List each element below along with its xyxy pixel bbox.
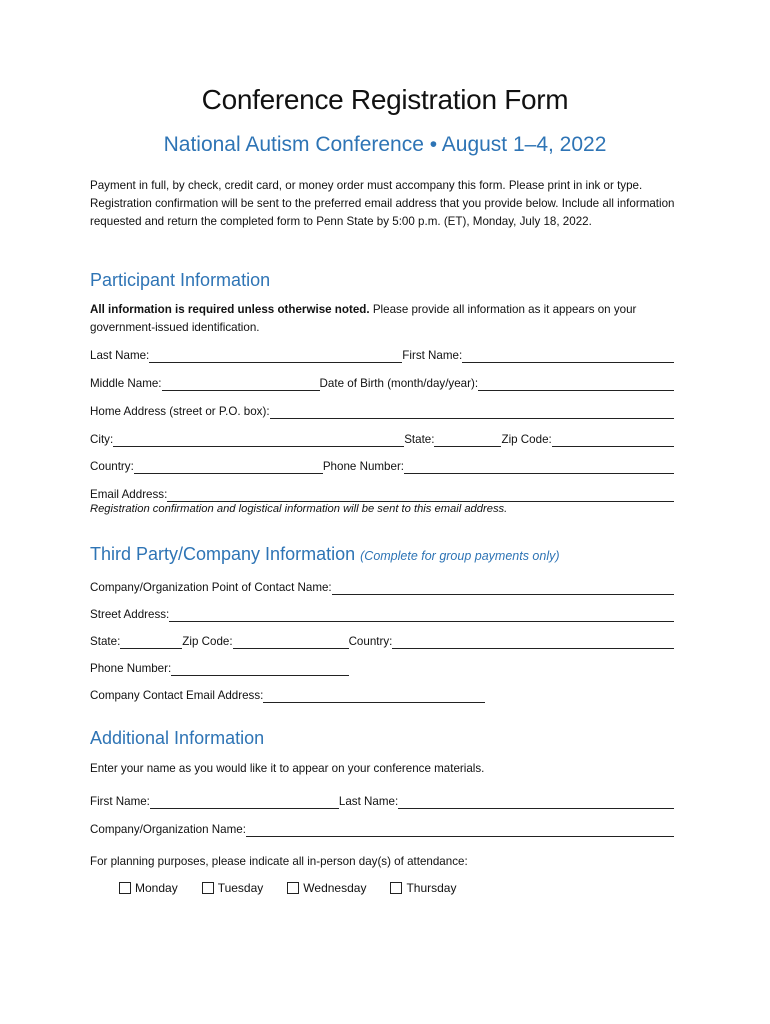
conference-subtitle: National Autism Conference • August 1–4, 2022: [163, 133, 607, 156]
company-country-field[interactable]: [392, 636, 674, 649]
row-middle-dob: [90, 375, 674, 391]
row-email: [90, 486, 674, 502]
row-company-phone: [90, 660, 674, 676]
city-field[interactable]: [113, 434, 404, 447]
participant-required-note: All information is required unless otherwise noted.: [90, 303, 370, 316]
company-email-label: Company Contact Email Address:: [90, 689, 264, 702]
first-name-field[interactable]: [462, 350, 674, 363]
dob-field[interactable]: [478, 378, 674, 391]
badge-company-label: Company/Organization Name:: [90, 823, 246, 836]
row-street: [90, 606, 674, 622]
badge-company-field[interactable]: [246, 824, 674, 837]
home-address-label: Home Address (street or P.O. box):: [90, 405, 270, 418]
company-phone-field[interactable]: [171, 663, 349, 676]
zip-field[interactable]: [552, 434, 674, 447]
checkbox-icon[interactable]: [287, 882, 299, 894]
badge-last-name-label: Last Name:: [338, 795, 399, 808]
row-badge-name: [90, 793, 674, 809]
contact-name-field[interactable]: [332, 582, 674, 595]
day-wednesday-option[interactable]: [287, 881, 366, 895]
row-name: [90, 347, 674, 363]
additional-section-title: Additional Information: [90, 728, 265, 748]
company-country-label: Country:: [348, 635, 393, 648]
row-badge-company: [90, 821, 674, 837]
row-city-state-zip: [90, 431, 674, 447]
street-field[interactable]: [169, 609, 674, 622]
state-field[interactable]: [434, 434, 501, 447]
badge-first-name-field[interactable]: [150, 796, 339, 809]
day-label: Wednesday: [303, 881, 367, 895]
company-state-label: State:: [90, 635, 121, 648]
phone-label: Phone Number:: [322, 460, 405, 473]
country-label: Country:: [90, 460, 134, 473]
company-state-field[interactable]: [120, 636, 182, 649]
home-address-field[interactable]: [270, 406, 674, 419]
email-field[interactable]: [167, 489, 674, 502]
participant-instructions: [90, 301, 695, 337]
badge-first-name-label: First Name:: [90, 795, 150, 808]
row-country-phone: [90, 458, 674, 474]
company-zip-field[interactable]: [233, 636, 349, 649]
zip-label: Zip Code:: [501, 433, 552, 446]
day-label: Monday: [135, 881, 178, 895]
third-party-title-note: (Complete for group payments only): [360, 549, 560, 563]
company-email-field[interactable]: [263, 690, 485, 703]
row-company-email: [90, 687, 674, 703]
country-field[interactable]: [134, 461, 323, 474]
phone-field[interactable]: [404, 461, 674, 474]
company-zip-label: Zip Code:: [182, 635, 233, 648]
day-label: Thursday: [406, 881, 457, 895]
last-name-field[interactable]: [149, 350, 402, 363]
third-party-section-title: [90, 544, 560, 565]
day-tuesday-option[interactable]: [202, 881, 264, 895]
third-party-title-text: Third Party/Company Information: [90, 544, 356, 564]
email-note: Registration confirmation and logistical information will be sent to this email address.: [90, 503, 508, 515]
day-monday-option[interactable]: [119, 881, 178, 895]
row-contact-name: [90, 579, 674, 595]
middle-name-label: Middle Name:: [90, 377, 162, 390]
row-company-state-zip-country: [90, 633, 674, 649]
intro-paragraph: Payment in full, by check, credit card, or money order must accompany this form. Please print in ink or type. Registration confirmation will be sent to the preferred email address that you provide below. Include all information requested and return the completed form to Penn State by 5:00 p.m. (ET), Monday, July 18, 2022.: [90, 179, 675, 228]
dob-label: Date of Birth (month/day/year):: [319, 377, 479, 390]
day-label: Tuesday: [217, 881, 264, 895]
city-label: City:: [90, 433, 114, 446]
participant-id-note: Please provide all information as it appears on your government-issued identification.: [90, 303, 637, 334]
form-title: Conference Registration Form: [201, 84, 569, 115]
checkbox-icon[interactable]: [119, 882, 131, 894]
attendance-days: [119, 881, 480, 895]
middle-name-field[interactable]: [162, 378, 320, 391]
checkbox-icon[interactable]: [390, 882, 402, 894]
badge-last-name-field[interactable]: [398, 796, 674, 809]
street-label: Street Address:: [90, 608, 170, 621]
day-thursday-option[interactable]: [390, 881, 456, 895]
first-name-label: First Name:: [402, 349, 463, 362]
email-label: Email Address:: [90, 488, 168, 501]
checkbox-icon[interactable]: [202, 882, 214, 894]
attendance-prompt: For planning purposes, please indicate all in-person day(s) of attendance:: [90, 855, 468, 868]
contact-name-label: Company/Organization Point of Contact Name:: [90, 581, 332, 594]
last-name-label: Last Name:: [90, 349, 150, 362]
state-label: State:: [404, 433, 435, 446]
participant-section-title: Participant Information: [90, 270, 271, 290]
name-instruction: Enter your name as you would like it to appear on your conference materials.: [90, 762, 485, 775]
row-home-address: [90, 403, 674, 419]
company-phone-label: Phone Number:: [90, 662, 172, 675]
